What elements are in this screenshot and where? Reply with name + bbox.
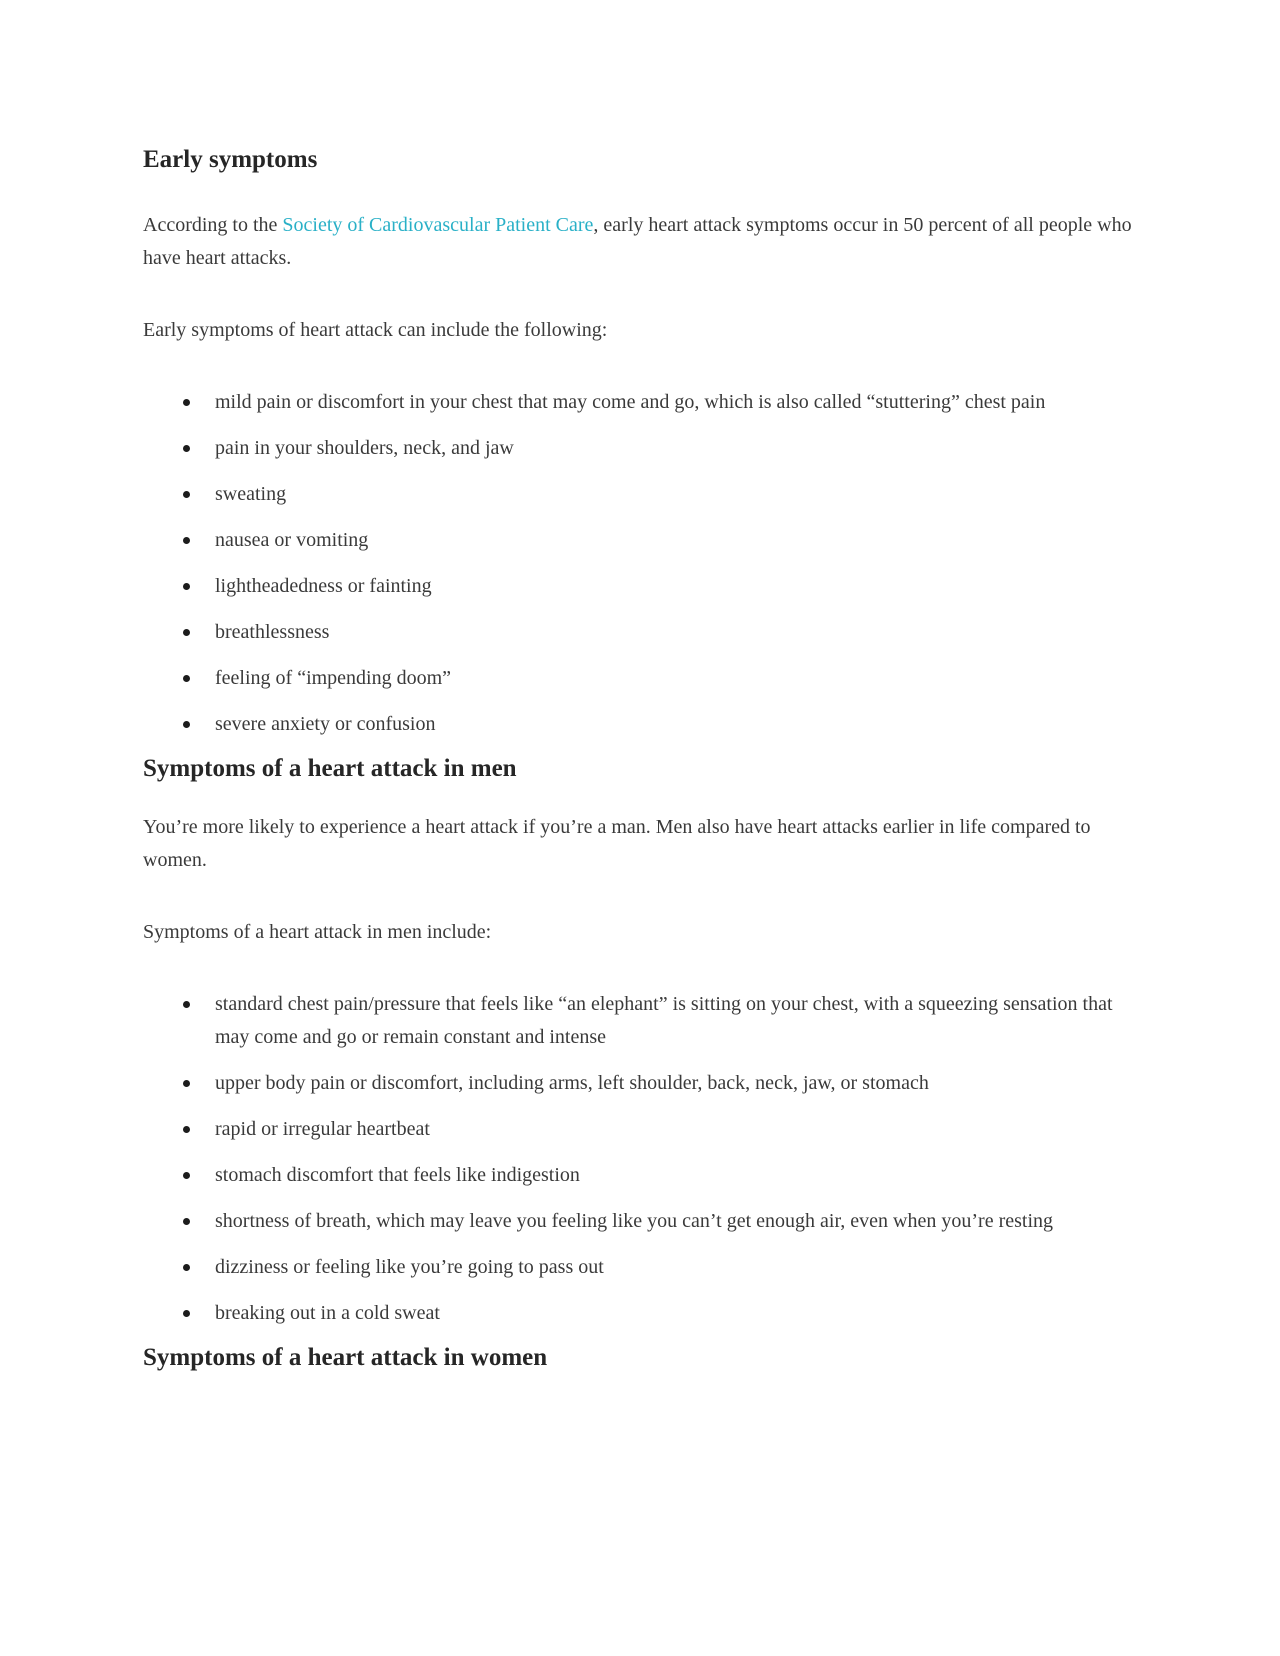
list-item: upper body pain or discomfort, including arms, left shoulder, back, neck, jaw, or stomach (143, 1067, 1137, 1100)
list-item: nausea or vomiting (143, 524, 1137, 557)
list-item: rapid or irregular heartbeat (143, 1113, 1137, 1146)
men-list-lead-in: Symptoms of a heart attack in men include: (143, 921, 492, 943)
heading-early-symptoms: Early symptoms (143, 146, 318, 173)
men-intro-paragraph: You’re more likely to experience a heart attack if you’re a man. Men also have heart attacks earlier in life compared to women. (143, 816, 1091, 871)
list-item: shortness of breath, which may leave you feeling like you can’t get enough air, even when you’re resting (143, 1205, 1137, 1238)
list-item: standard chest pain/pressure that feels like “an elephant” is sitting on your chest, with a squeezing sensation that may come and go or remain constant and intense (143, 988, 1137, 1054)
list-item: mild pain or discomfort in your chest that may come and go, which is also called “stuttering” chest pain (143, 386, 1137, 419)
list-item: severe anxiety or confusion (143, 708, 1137, 741)
heading-symptoms-men: Symptoms of a heart attack in men (143, 755, 517, 782)
list-item: pain in your shoulders, neck, and jaw (143, 432, 1137, 465)
society-of-cardiovascular-patient-care-link[interactable]: Society of Cardiovascular Patient Care (282, 214, 594, 236)
heading-symptoms-women: Symptoms of a heart attack in women (143, 1344, 548, 1371)
intro-text-suffix: , early heart attack symptoms occur in 50 percent of all people who have heart attacks. (143, 214, 1132, 269)
men-symptoms-list (143, 988, 1137, 1330)
early-symptoms-list (143, 386, 1137, 741)
early-symptoms-list-block (143, 386, 1137, 741)
list-item: breaking out in a cold sweat (143, 1297, 1137, 1330)
list-item: dizziness or feeling like you’re going to pass out (143, 1251, 1137, 1284)
list-item: stomach discomfort that feels like indigestion (143, 1159, 1137, 1192)
men-symptoms-list-block (143, 988, 1137, 1330)
list-item: breathlessness (143, 616, 1137, 649)
early-symptoms-list-lead-in: Early symptoms of heart attack can include the following: (143, 319, 608, 341)
list-item: lightheadedness or fainting (143, 570, 1137, 603)
intro-text-prefix: According to the (143, 214, 283, 236)
list-item: feeling of “impending doom” (143, 662, 1137, 695)
list-item: sweating (143, 478, 1137, 511)
early-symptoms-intro-paragraph (143, 209, 1137, 275)
